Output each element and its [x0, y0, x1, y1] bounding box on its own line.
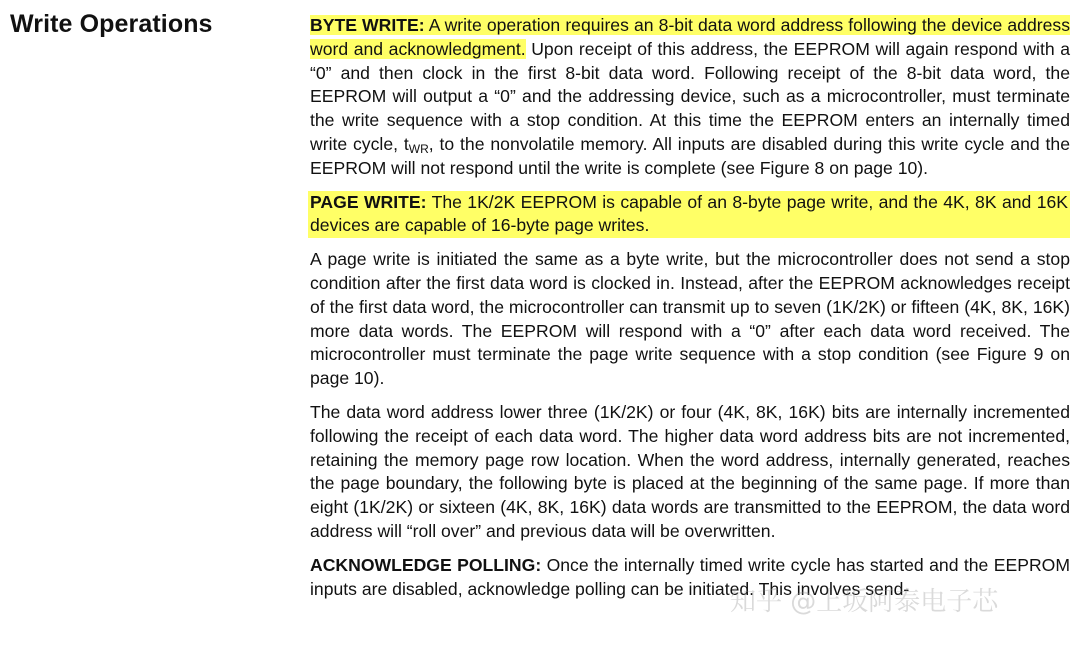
page-write-heading: PAGE WRITE:	[310, 191, 427, 212]
page-write-detail-paragraph: A page write is initiated the same as a byte write, but the microcontroller does not send a stop condition after the first data word is clocked in. Instead, after the EEPROM acknowledges receipt of the first data word, the microcontroller can transmit up to seven (1K/2K) or fifteen (4K, 8K, 16K) more data words. The EEPROM will respond with a “0” after each data word received. The microcontroller must terminate the page write sequence with a stop condition (see Figure 9 on page 10).	[310, 249, 1070, 389]
watermark: 知乎 @上坂阿泰电子芯	[730, 587, 999, 617]
byte-write-highlighted-text: A write operation requires an 8-bit data word address following the device address word and acknowledgment.	[310, 15, 1070, 59]
byte-write-heading: BYTE WRITE:	[310, 15, 425, 35]
page-write-paragraph	[308, 191, 1070, 239]
section-title: Write Operations	[10, 10, 213, 38]
twr-subscript: WR	[408, 141, 429, 156]
acknowledge-polling-heading: ACKNOWLEDGE POLLING:	[310, 554, 542, 575]
byte-write-paragraph	[310, 14, 1070, 181]
acknowledge-polling-paragraph	[310, 554, 1070, 602]
page-write-highlighted-text: The 1K/2K EEPROM is capable of an 8-byte page write, and the 4K, 8K and 16K devices are capable of 16-byte page writes.	[310, 191, 1069, 236]
byte-write-text: Upon receipt of this address, the EEPROM will again respond with a “0” and then clock in the first 8-bit data word. Following receipt of the 8-bit data word, the EEPROM will output a “0” and the addressing device, such as a microcontroller, must terminate the write sequence with a stop condition. At this time the EEPROM enters an internally timed write cycle, t	[310, 38, 1070, 154]
byte-write-text-end: , to the nonvolatile memory. All inputs are disabled during this write cycle and the EEPROM will not respond until the write is complete (see Figure 8 on page 10).	[310, 133, 1070, 178]
acknowledge-polling-text: Once the internally timed write cycle has started and the EEPROM inputs are disabled, acknowledge polling can be initiated. This involves send-	[310, 554, 1070, 599]
document-body	[310, 14, 1070, 611]
rollover-paragraph: The data word address lower three (1K/2K) or four (4K, 8K, 16K) bits are internally incremented following the receipt of each data word. The higher data word address bits are not incremented, retaining the memory page row location. When the word address, internally generated, reaches the page boundary, the following byte is placed at the beginning of the same page. If more than eight (1K/2K) or sixteen (4K, 8K, 16K) data words are transmitted to the EEPROM, the data word address will “roll over” and previous data will be overwritten.	[310, 401, 1070, 541]
